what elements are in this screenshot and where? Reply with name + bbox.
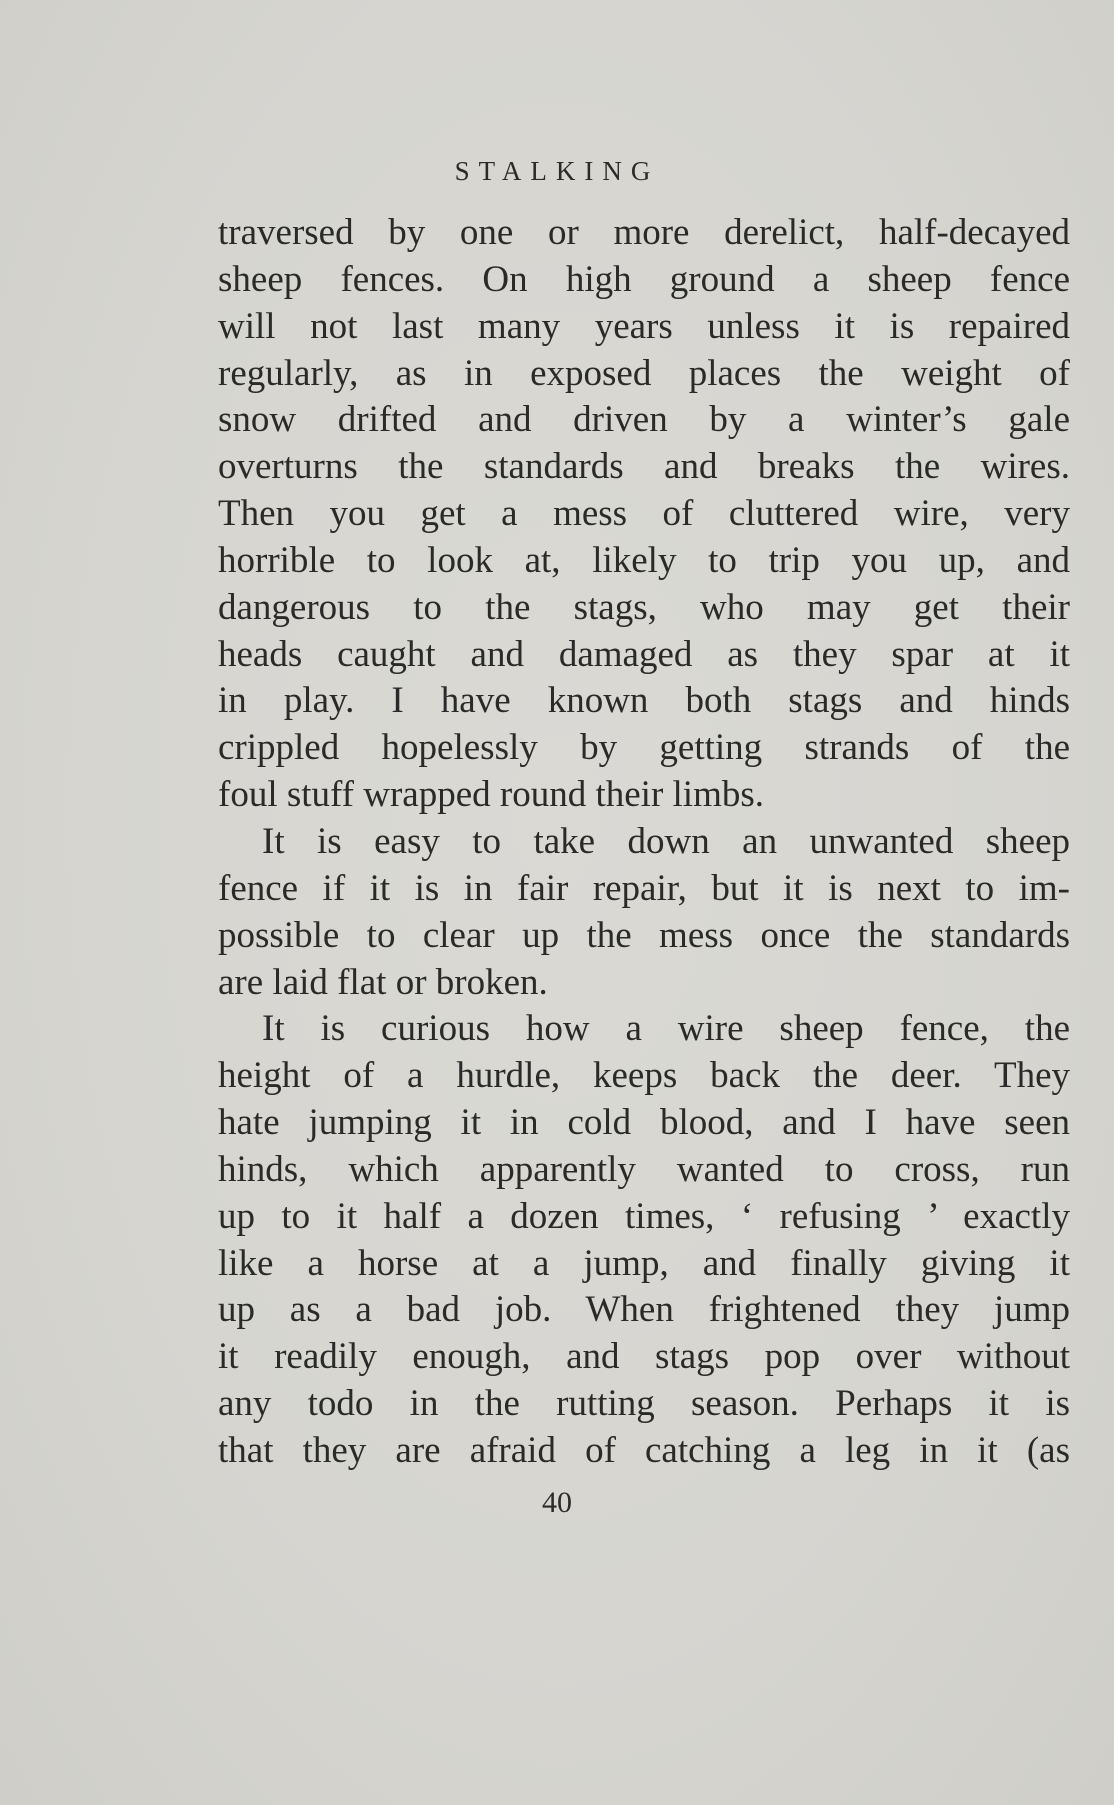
text-line: regularly, as in exposed places the weight of — [218, 352, 1070, 394]
text-line: fence if it is in fair repair, but it is next to im- — [218, 867, 1070, 909]
text-line: possible to clear up the mess once the standards — [218, 914, 1070, 956]
paragraph — [218, 1006, 1070, 1474]
text-line: overturns the standards and breaks the wires. — [218, 446, 1070, 488]
text-line: hinds, which apparently wanted to cross, run — [218, 1148, 1070, 1190]
running-head: STALKING — [454, 156, 660, 186]
text-line: It is easy to take down an unwanted sheep — [262, 820, 1070, 862]
text-line: heads caught and damaged as they spar at it — [218, 633, 1070, 675]
text-line: will not last many years unless it is repaired — [218, 305, 1070, 347]
text-line: any todo in the rutting season. Perhaps it is — [218, 1383, 1070, 1425]
text-line: up as a bad job. When frightened they jump — [218, 1289, 1070, 1331]
text-line: It is curious how a wire sheep fence, the — [262, 1008, 1070, 1050]
text-line: it readily enough, and stags pop over without — [218, 1336, 1070, 1378]
text-line: horrible to look at, likely to trip you up, and — [218, 539, 1070, 581]
text-line: traversed by one or more derelict, half-decayed — [218, 212, 1070, 253]
text-line: snow drifted and driven by a winter’s gale — [218, 399, 1070, 441]
text-line: hate jumping it in cold blood, and I have seen — [218, 1102, 1070, 1144]
body-text — [218, 210, 1070, 1475]
paragraph — [218, 210, 1070, 819]
text-line: sheep fences. On high ground a sheep fence — [218, 258, 1070, 300]
text-line: foul stuff wrapped round their limbs. — [218, 774, 765, 816]
text-line: height of a hurdle, keeps back the deer. They — [218, 1055, 1070, 1097]
text-line: in play. I have known both stags and hinds — [218, 680, 1070, 722]
text-line: crippled hopelessly by getting strands of the — [218, 727, 1070, 769]
page-number: 40 — [542, 1486, 572, 1519]
paragraph — [218, 819, 1070, 1006]
text-line: are laid flat or broken. — [218, 961, 548, 1003]
text-line: like a horse at a jump, and finally giving it — [218, 1242, 1070, 1284]
text-line: Then you get a mess of cluttered wire, very — [218, 493, 1070, 535]
text-line: dangerous to the stags, who may get their — [218, 586, 1070, 628]
text-line: that they are afraid of catching a leg in it (as — [218, 1429, 1070, 1471]
text-line: up to it half a dozen times, ‘ refusing ’ exactly — [218, 1195, 1070, 1237]
